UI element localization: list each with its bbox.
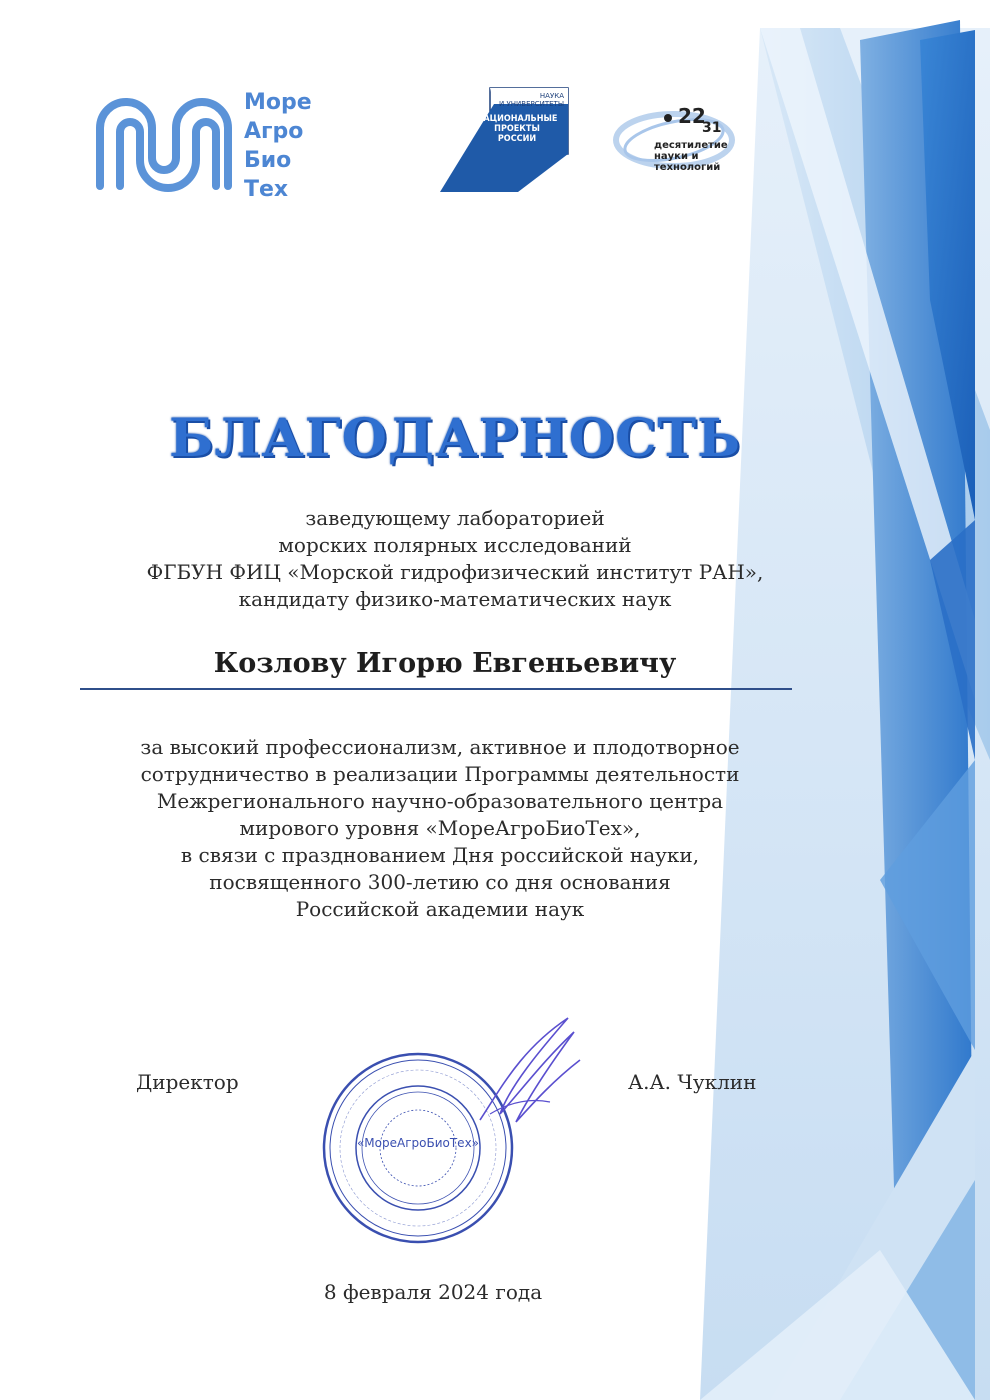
np-small-line: И УНИВЕРСИТЕТЫ	[499, 100, 564, 108]
signer-name: А.А. Чуклин	[628, 1070, 757, 1094]
logo-word: Био	[244, 148, 292, 173]
np-main-line: ПРОЕКТЫ	[494, 124, 540, 134]
name-underline	[80, 688, 792, 690]
handwritten-signature	[470, 1010, 590, 1130]
decade-year-end: 31	[702, 120, 722, 136]
reason-line: за высокий профессионализм, активное и плодотворное	[140, 735, 740, 759]
stamp-center-text: «МореАгроБиоТех»	[356, 1136, 480, 1150]
decade-year-start: 22	[678, 104, 706, 128]
np-main-line: НАЦИОНАЛЬНЫЕ	[476, 114, 558, 124]
document-title: БЛАГОДАРНОСТЬ	[168, 408, 742, 469]
reason-line: в связи с празднованием Дня российской науки,	[180, 843, 700, 867]
logo-word: Море	[244, 90, 312, 115]
logo-word: Агро	[244, 119, 304, 144]
national-projects-logo	[440, 84, 572, 194]
decade-of-science-logo	[612, 100, 752, 180]
recipient-position	[0, 505, 910, 613]
decade-caption-line: десятилетие	[654, 140, 728, 151]
reason-line: мирового уровня «МореАгроБиоТех»,	[239, 816, 641, 840]
logo-word: Тех	[244, 177, 289, 202]
recipient-line: ФГБУН ФИЦ «Морской гидрофизический институт РАН»,	[146, 560, 764, 584]
reason-line: сотрудничество в реализации Программы деятельности	[140, 762, 740, 786]
reason-text	[0, 734, 880, 923]
recipient-line: кандидату физико-математических наук	[238, 587, 672, 611]
recipient-line: морских полярных исследований	[278, 533, 632, 557]
reason-line: Межрегионального научно-образовательного центра	[156, 789, 724, 813]
national-projects-title	[472, 114, 562, 144]
moreagrobiotech-wave-mark-icon	[92, 88, 232, 198]
np-main-line: РОССИИ	[497, 134, 537, 144]
decade-caption-line: науки и технологий	[654, 151, 721, 173]
recipient-name: Козлову Игорю Евгеньевичу	[213, 648, 677, 679]
reason-line: посвященного 300-летию со дня основания	[209, 870, 671, 894]
recipient-line: заведующему лабораторией	[305, 506, 605, 530]
document-date-visible: 8 февраля 2024 года	[323, 1280, 543, 1304]
reason-line: Российской академии наук	[295, 897, 585, 921]
np-small-line: НАУКА	[539, 92, 564, 100]
moreagrobiotech-logo	[92, 88, 332, 202]
signer-position: Директор	[136, 1070, 239, 1094]
moreagrobiotech-wordmark	[244, 88, 312, 204]
national-projects-subtitle	[454, 92, 564, 108]
decade-caption	[654, 140, 764, 173]
